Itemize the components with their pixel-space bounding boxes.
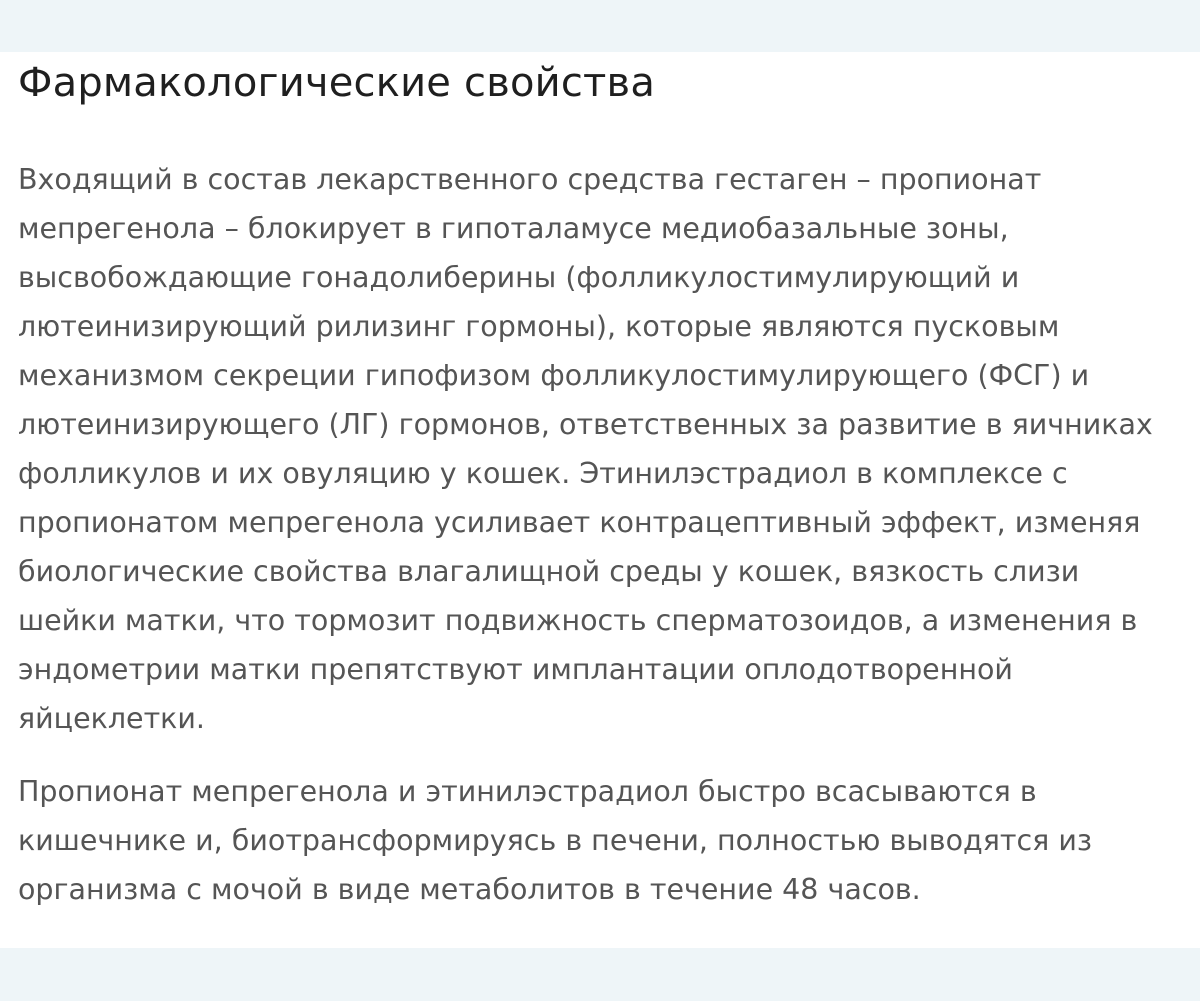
text-line: фолликулов и их овуляцию у кошек. Этинилэстрадиол в комплексе с bbox=[18, 457, 1068, 490]
text-line: шейки матки, что тормозит подвижность сперматозоидов, а изменения в bbox=[18, 604, 1138, 637]
text-line: эндометрии матки препятствуют имплантации оплодотворенной bbox=[18, 653, 1013, 686]
text-line: яйцеклетки. bbox=[18, 702, 205, 735]
text-line: высвобождающие гонадолиберины (фолликулостимулирующий и bbox=[18, 261, 1020, 294]
text-line: биологические свойства влагалищной среды у кошек, вязкость слизи bbox=[18, 555, 1080, 588]
text-line: организма с мочой в виде метаболитов в течение 48 часов. bbox=[18, 873, 921, 906]
section-heading: Фармакологические свойства bbox=[18, 60, 656, 106]
text-line: лютеинизирующего (ЛГ) гормонов, ответственных за развитие в яичниках bbox=[18, 408, 1153, 441]
text-line: лютеинизирующий рилизинг гормоны), которые являются пусковым bbox=[18, 310, 1060, 343]
text-line: кишечнике и, биотрансформируясь в печени, полностью выводятся из bbox=[18, 824, 1093, 857]
text-line: механизмом секреции гипофизом фолликулостимулирующего (ФСГ) и bbox=[18, 359, 1090, 392]
top-band bbox=[0, 0, 1200, 52]
text-line: Входящий в состав лекарственного средства гестаген – пропионат bbox=[18, 163, 1042, 196]
text-line: пропионатом мепрегенола усиливает контрацептивный эффект, изменяя bbox=[18, 506, 1141, 539]
text-line: мепрегенола – блокирует в гипоталамусе медиобазальные зоны, bbox=[18, 212, 1009, 245]
text-line: Пропионат мепрегенола и этинилэстрадиол быстро всасываются в bbox=[18, 775, 1037, 808]
paragraph-pharmacokinetics bbox=[18, 767, 1200, 914]
paragraph-pharmacodynamics bbox=[18, 155, 1200, 743]
article-content bbox=[0, 52, 1200, 948]
bottom-band bbox=[0, 948, 1200, 1001]
